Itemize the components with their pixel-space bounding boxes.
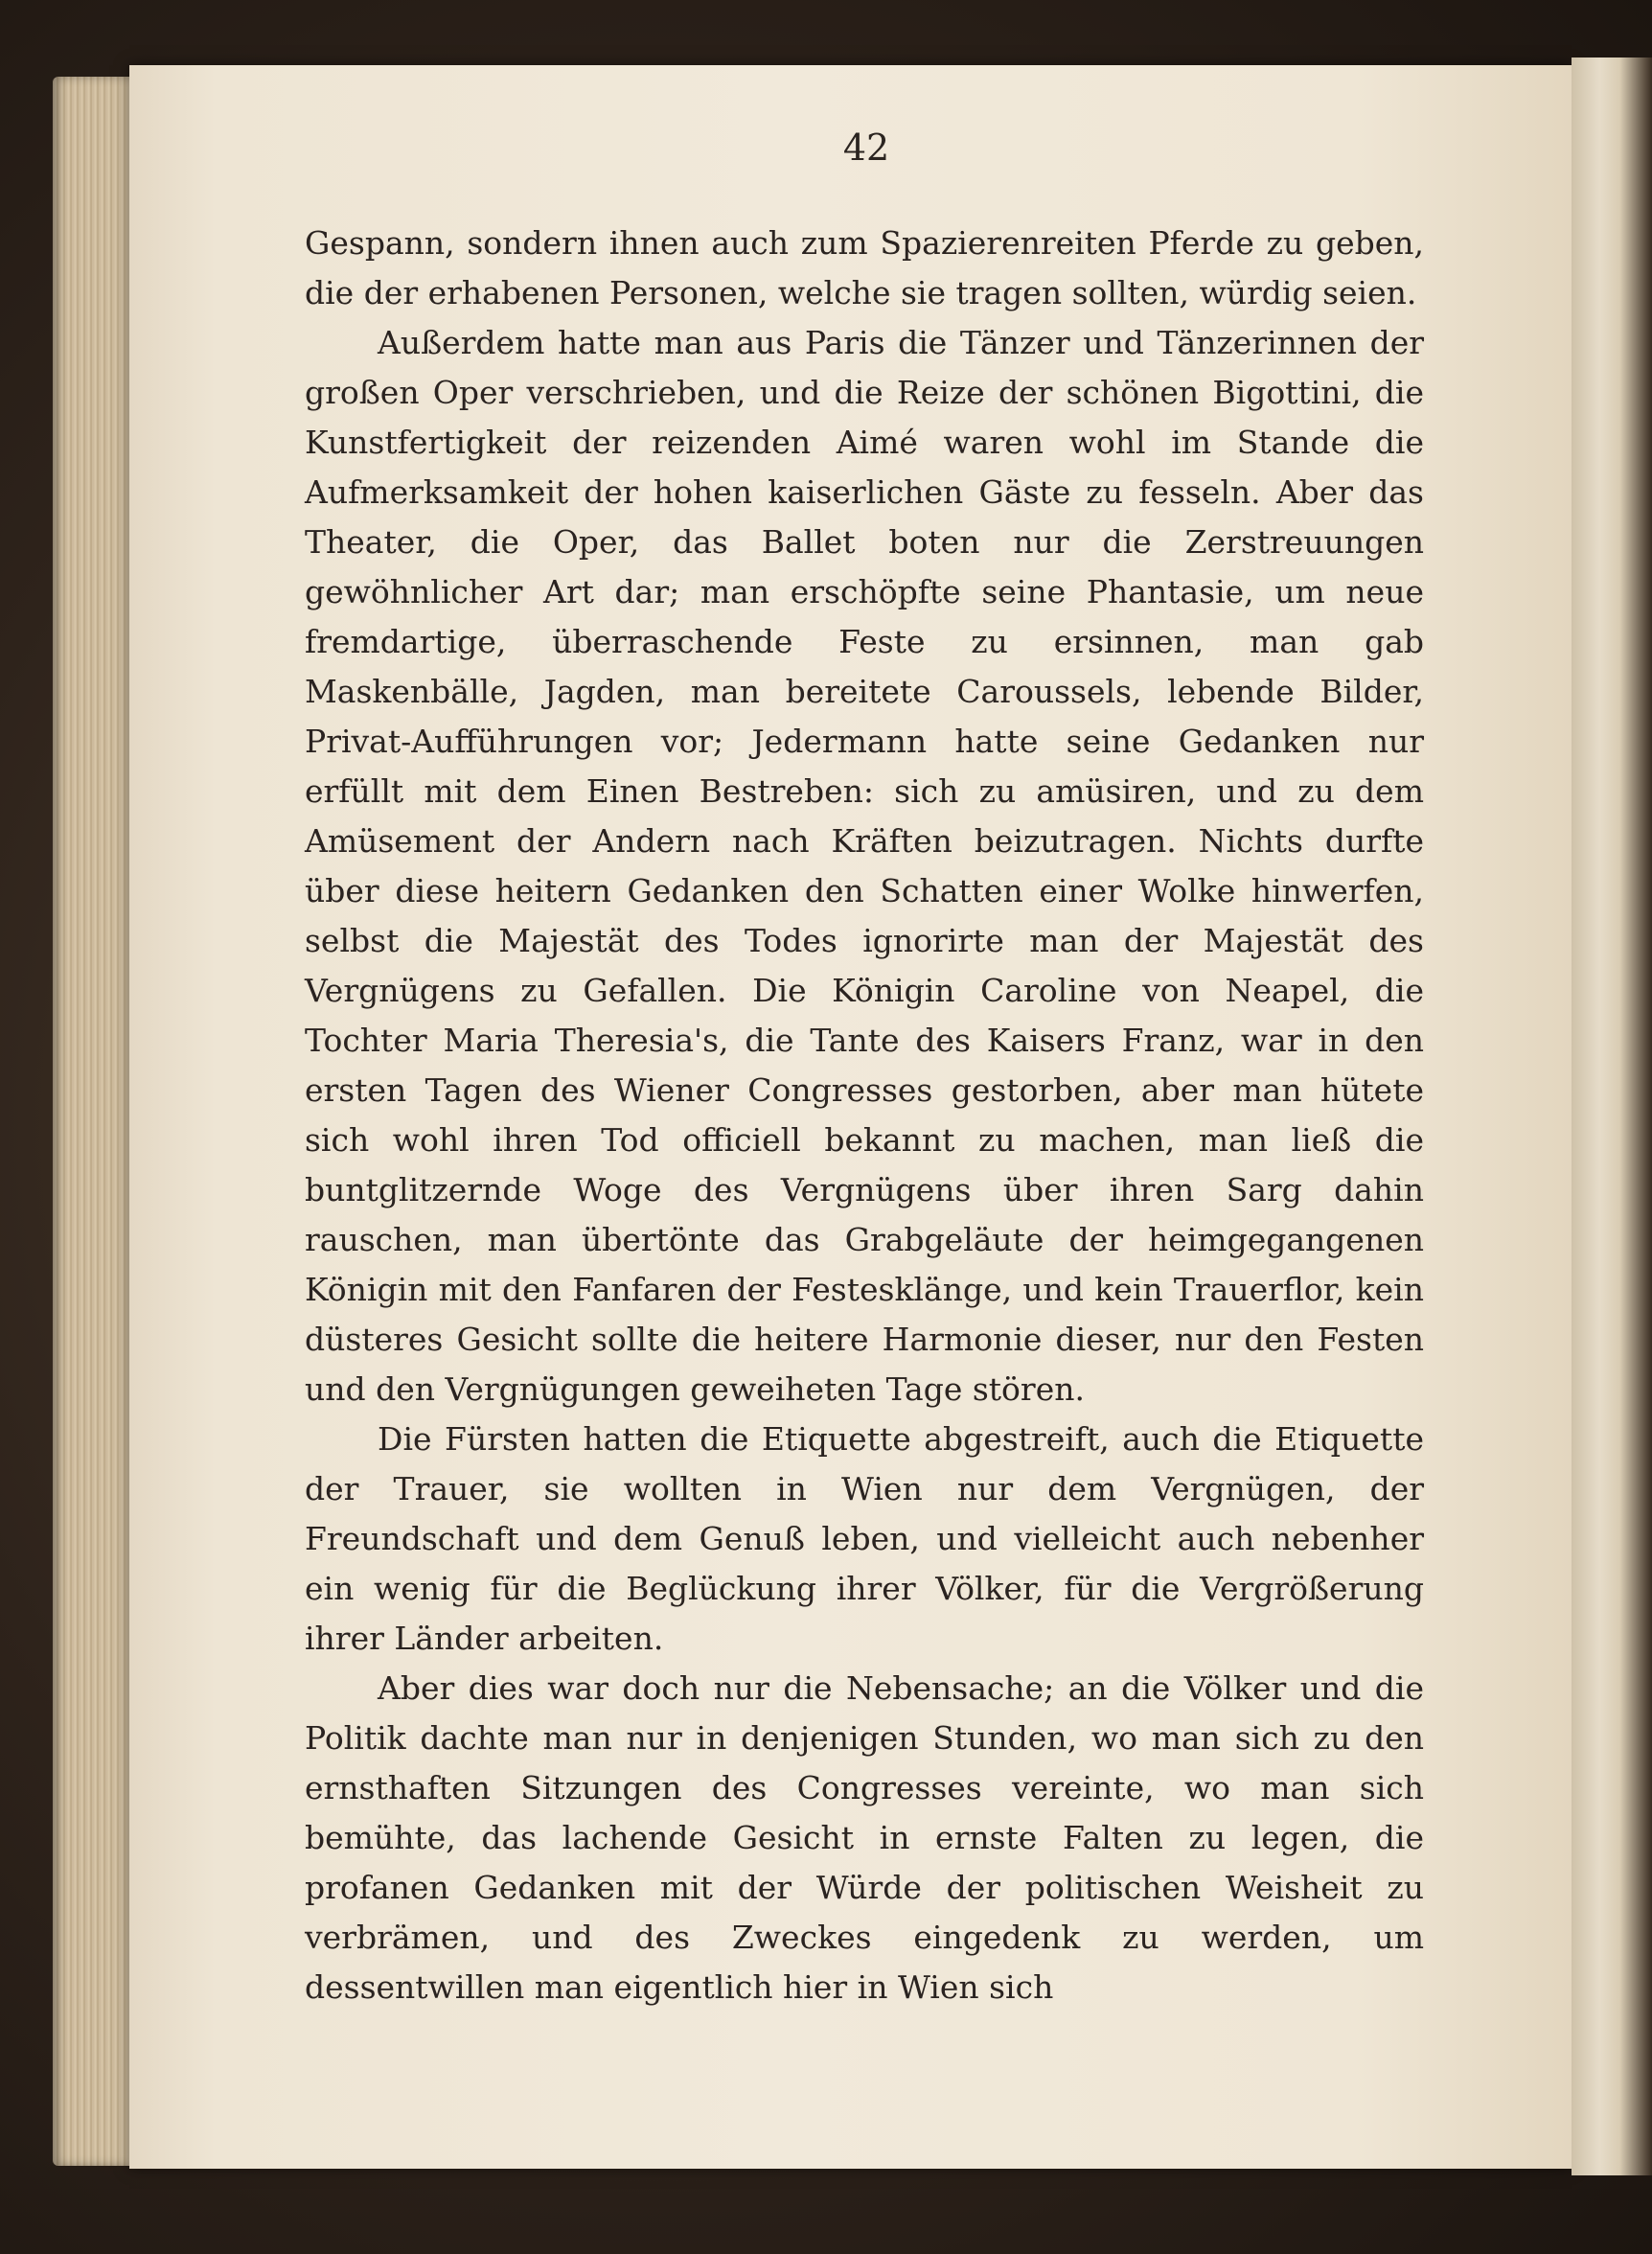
page-text	[305, 218, 1424, 2012]
paragraph: Gespann, sondern ihnen auch zum Spazierenreiten Pferde zu geben, die der erhabenen Personen, welche sie tragen sollten, würdig seien.	[305, 224, 1424, 311]
paragraph: Außerdem hatte man aus Paris die Tänzer und Tänzerinnen der großen Oper verschrieben, und die Reize der schönen Bigottini, die Kunstfertigkeit der reizenden Aimé waren wohl im Stande die Aufmerksamkeit der hohen kaiserlichen Gäste zu fesseln. Aber das Theater, die Oper, das Ballet boten nur die Zerstreuungen gewöhnlicher Art dar; man erschöpfte seine Phantasie, um neue fremdartige, überraschende Feste zu ersinnen, man gab Maskenbälle, Jagden, man bereitete Caroussels, lebende Bilder, Privat-Aufführungen vor; Jedermann hatte seine Gedanken nur erfüllt mit dem Einen Bestreben: sich zu amüsiren, und zu dem Amüsement der Andern nach Kräften beizutragen. Nichts durfte über diese heitern Gedanken den Schatten einer Wolke hinwerfen, selbst die Majestät des Todes ignorirte man der Majestät des Vergnügens zu Gefallen. Die Königin Caroline von Neapel, die Tochter Maria Theresia's, die Tante des Kaisers Franz, war in den ersten Tagen des Wiener Congresses gestorben, aber man hütete sich wohl ihren Tod officiell bekannt zu machen, man ließ die buntglitzernde Woge des Vergnügens über ihren Sarg dahin rauschen, man übertönte das Grabgeläute der heimgegangenen Königin mit den Fanfaren der Festesklänge, und kein Trauerflor, kein düsteres Gesicht sollte die heitere Harmonie dieser, nur den Festen und den Vergnügungen geweiheten Tage stören.	[305, 324, 1424, 1408]
page-number: 42	[842, 126, 890, 169]
paragraph: Die Fürsten hatten die Etiquette abgestreift, auch die Etiquette der Trauer, sie wollten in Wien nur dem Vergnügen, der Freundschaft und dem Genuß leben, und vielleicht auch nebenher ein wenig für die Beglückung ihrer Völker, für die Vergrößerung ihrer Länder arbeiten.	[305, 1420, 1424, 1657]
paragraph: Aber dies war doch nur die Nebensache; an die Völker und die Politik dachte man nur in denjenigen Stunden, wo man sich zu den ernsthaften Sitzungen des Congresses vereinte, wo man sich bemühte, das lachende Gesicht in ernste Falten zu legen, die profanen Gedanken mit der Würde der politischen Weisheit zu verbrämen, und des Zweckes eingedenk zu werden, um dessentwillen man eigentlich hier in Wien sich	[305, 1669, 1424, 2006]
book-gutter	[1572, 58, 1652, 2175]
